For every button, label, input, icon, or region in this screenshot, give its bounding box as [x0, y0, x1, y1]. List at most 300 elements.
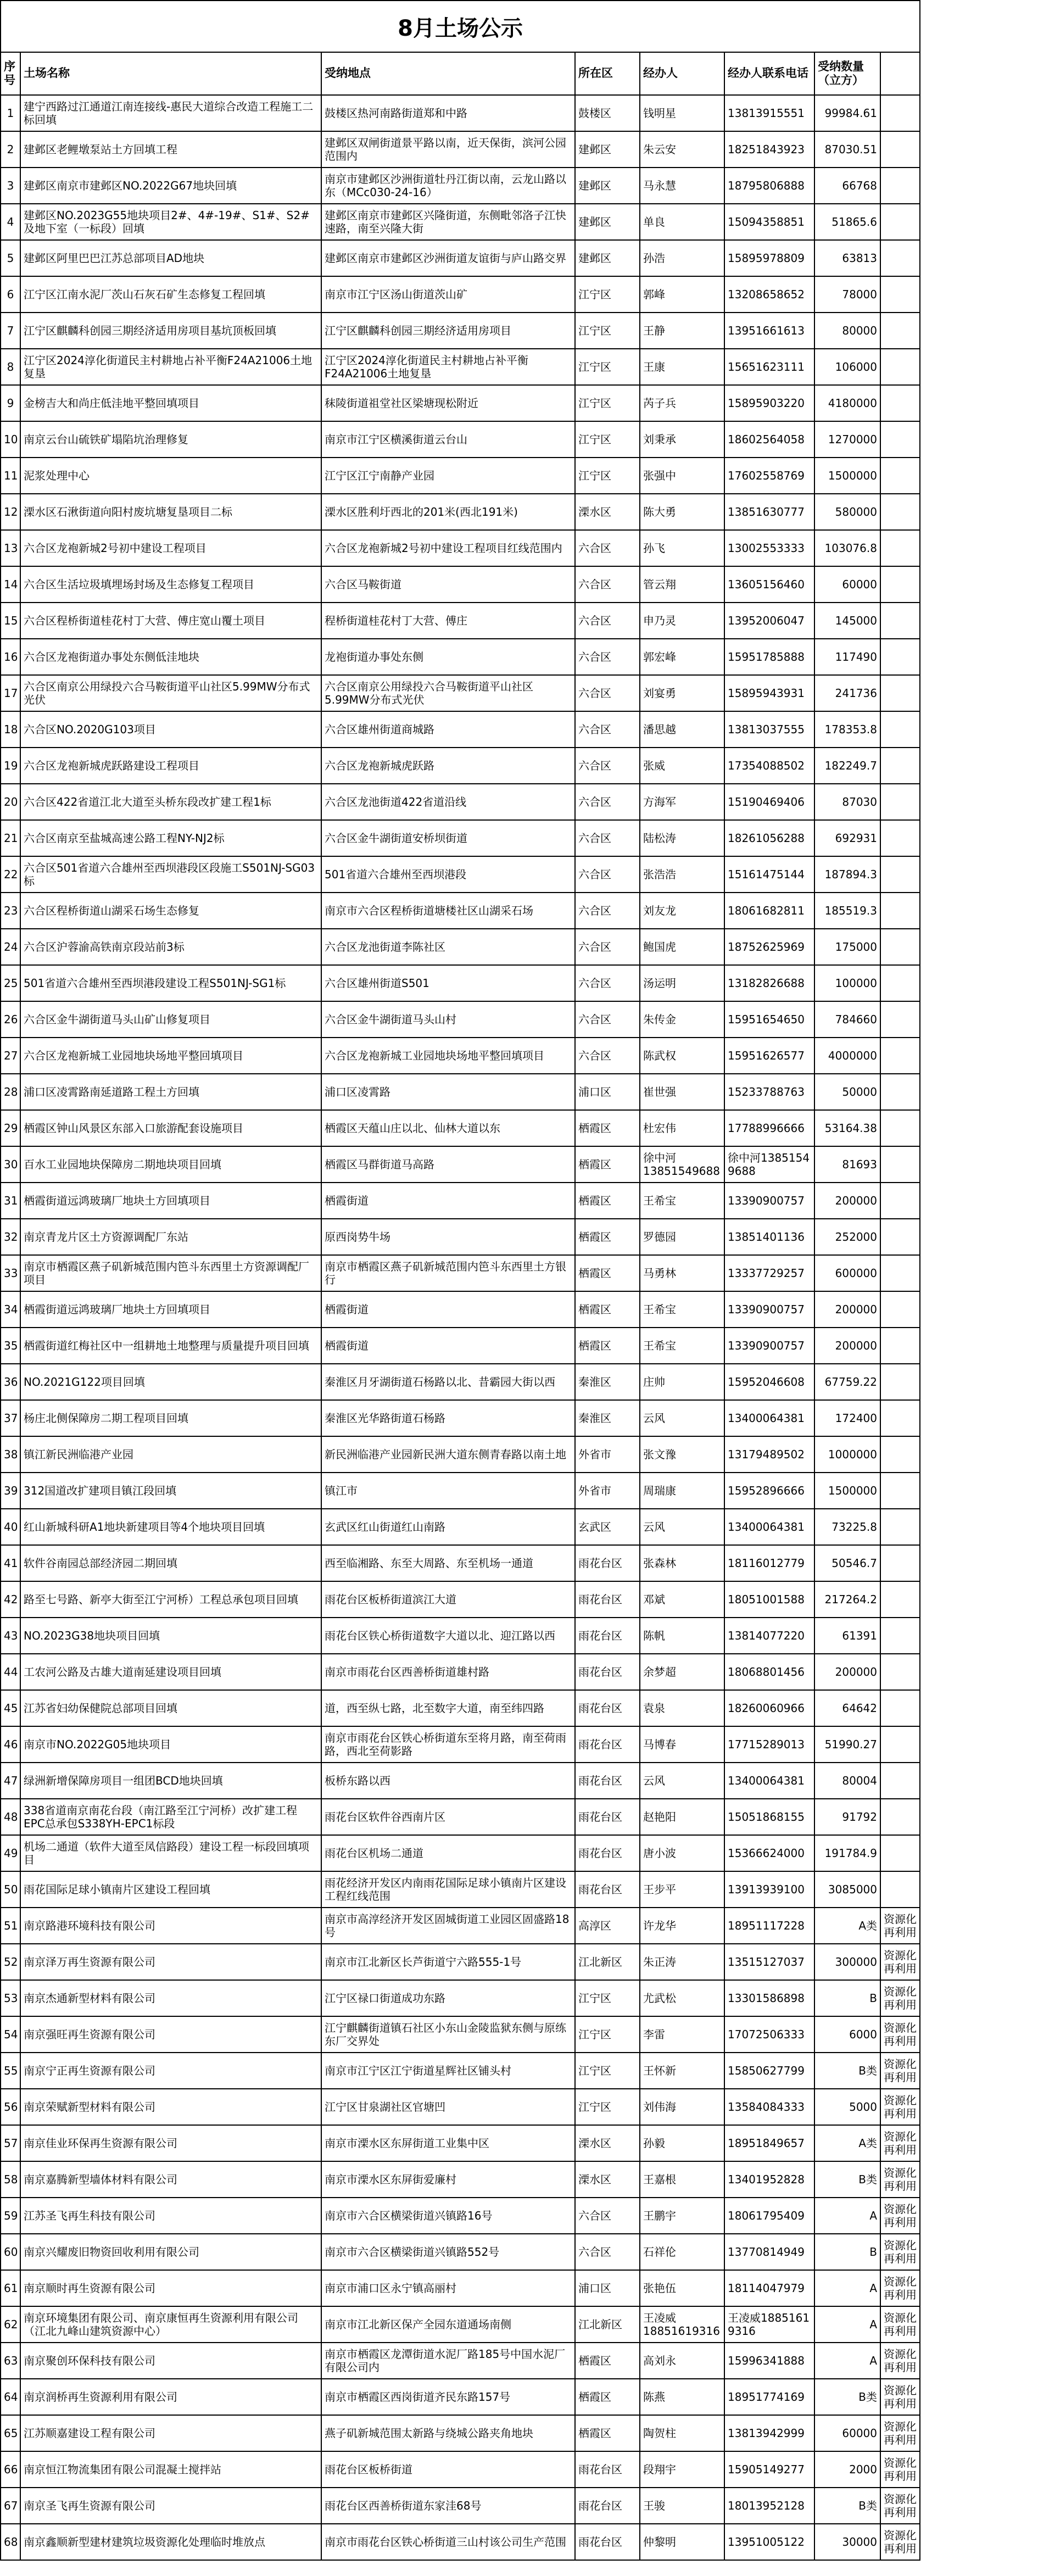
manager: 袁泉: [640, 1690, 724, 1726]
table-row: [1, 820, 920, 856]
table-row: [1, 276, 920, 313]
table-row: [1, 421, 920, 458]
recycling-note: [880, 675, 920, 711]
row-number: 32: [1, 1219, 20, 1255]
quantity: 185519.3: [814, 893, 880, 929]
manager-phone: 13813942999: [724, 2415, 814, 2451]
recycling-note: [880, 893, 920, 929]
manager: 王希宝: [640, 1183, 724, 1219]
quantity: 200000: [814, 1291, 880, 1328]
recycling-note: [880, 204, 920, 240]
district: 秦淮区: [575, 1400, 640, 1436]
quantity: 87030: [814, 784, 880, 820]
destination: 玄武区红山街道红山南路: [321, 1509, 575, 1545]
district: 江宁区: [575, 349, 640, 385]
manager: 朱传金: [640, 1001, 724, 1038]
manager: 郭峰: [640, 276, 724, 313]
table-row: [1, 1908, 920, 1944]
manager: 管云翔: [640, 566, 724, 603]
site-name: 镇江新民洲临港产业园: [20, 1436, 321, 1473]
manager-phone: 18061682811: [724, 893, 814, 929]
row-number: 27: [1, 1038, 20, 1074]
table-row: [1, 2198, 920, 2234]
quantity: 6000: [814, 2016, 880, 2053]
site-name: 南京嘉腾新型墙体材料有限公司: [20, 2161, 321, 2198]
recycling-note: [880, 131, 920, 168]
row-number: 49: [1, 1835, 20, 1871]
table-row: [1, 1255, 920, 1291]
manager-phone: 13182826688: [724, 965, 814, 1001]
manager-phone: 18114047979: [724, 2270, 814, 2306]
row-number: 21: [1, 820, 20, 856]
district: 雨花台区: [575, 2524, 640, 2560]
manager-phone: 13390900757: [724, 1328, 814, 1364]
manager-phone: 13814077220: [724, 1618, 814, 1654]
quantity: 580000: [814, 494, 880, 530]
manager: 云风: [640, 1763, 724, 1799]
recycling-note: [880, 820, 920, 856]
district: 建邺区: [575, 168, 640, 204]
site-name: 建邺区阿里巴巴江苏总部项目AD地块: [20, 240, 321, 276]
quantity: 200000: [814, 1328, 880, 1364]
destination: 六合区雄州街道商城路: [321, 711, 575, 748]
manager: 朱云安: [640, 131, 724, 168]
table-row: [1, 2524, 920, 2560]
row-number: 56: [1, 2089, 20, 2125]
recycling-note: [880, 168, 920, 204]
table-row: [1, 1038, 920, 1074]
row-number: 48: [1, 1799, 20, 1835]
table-row: [1, 204, 920, 240]
row-number: 34: [1, 1291, 20, 1328]
table-row: [1, 1364, 920, 1400]
destination: 南京市江北新区保产全园东道通场南侧: [321, 2306, 575, 2343]
site-name: 六合区龙袍新城2号初中建设工程项目: [20, 530, 321, 566]
site-name: 312国道改扩建项目镇江段回填: [20, 1473, 321, 1509]
row-number: 11: [1, 458, 20, 494]
manager-phone: 18951849657: [724, 2125, 814, 2161]
manager: 钱明星: [640, 95, 724, 131]
recycling-note: [880, 1255, 920, 1291]
recycling-note: 资源化再利用: [880, 2089, 920, 2125]
destination: 六合区金牛湖街道安桥坝街道: [321, 820, 575, 856]
district: 六合区: [575, 1001, 640, 1038]
table-row: [1, 2161, 920, 2198]
manager: 唐小波: [640, 1835, 724, 1871]
row-number: 67: [1, 2488, 20, 2524]
manager-phone: 13813915551: [724, 95, 814, 131]
destination: 南京市溧水区东屏街道工业集中区: [321, 2125, 575, 2161]
district: 六合区: [575, 929, 640, 965]
quantity: A类: [814, 2125, 880, 2161]
recycling-note: 资源化再利用: [880, 2234, 920, 2270]
manager-phone: 13951005122: [724, 2524, 814, 2560]
row-number: 64: [1, 2379, 20, 2415]
site-name: 南京强旺再生资源有限公司: [20, 2016, 321, 2053]
table-row: [1, 566, 920, 603]
recycling-note: 资源化再利用: [880, 2343, 920, 2379]
recycling-note: [880, 1328, 920, 1364]
destination: 新民洲临港产业园新民洲大道东侧青春路以南土地: [321, 1436, 575, 1473]
manager-phone: 15951626577: [724, 1038, 814, 1074]
manager: 赵艳阳: [640, 1799, 724, 1835]
recycling-note: [880, 1436, 920, 1473]
quantity: 103076.8: [814, 530, 880, 566]
destination: 道，西至纵七路，北至数字大道，南至纬四路: [321, 1690, 575, 1726]
header-phone: 经办人联系电话: [724, 52, 814, 95]
site-name: 南京佳业环保再生资源有限公司: [20, 2125, 321, 2161]
destination: 六合区龙袍新城工业园地块场地平整回填项目: [321, 1038, 575, 1074]
site-name: 六合区龙袍新城虎跃路建设工程项目: [20, 748, 321, 784]
site-name: 501省道六合雄州至西坝港段建设工程S501NJ-SG1标: [20, 965, 321, 1001]
site-name: 软件谷南园总部经济园二期回填: [20, 1545, 321, 1581]
row-number: 66: [1, 2451, 20, 2488]
table-row: [1, 2343, 920, 2379]
table-row: [1, 1980, 920, 2016]
row-number: 12: [1, 494, 20, 530]
district: 江宁区: [575, 2089, 640, 2125]
recycling-note: 资源化再利用: [880, 2524, 920, 2560]
manager: 方海军: [640, 784, 724, 820]
recycling-note: [880, 1835, 920, 1871]
quantity: 191784.9: [814, 1835, 880, 1871]
table-row: [1, 1146, 920, 1183]
recycling-note: 资源化再利用: [880, 1980, 920, 2016]
quantity: 178353.8: [814, 711, 880, 748]
site-name: 雨花国际足球小镇南片区建设工程回填: [20, 1871, 321, 1908]
destination: 六合区龙袍新城2号初中建设工程项目红线范围内: [321, 530, 575, 566]
manager-phone: 17788996666: [724, 1110, 814, 1146]
district: 建邺区: [575, 240, 640, 276]
manager: 庄帅: [640, 1364, 724, 1400]
row-number: 8: [1, 349, 20, 385]
manager: 陈大勇: [640, 494, 724, 530]
quantity: 80004: [814, 1763, 880, 1799]
site-name: 六合区程桥街道桂花村丁大营、傅庄宽山覆土项目: [20, 603, 321, 639]
destination: 南京市六合区程桥街道塘楼社区山湖采石场: [321, 893, 575, 929]
district: 江宁区: [575, 313, 640, 349]
row-number: 36: [1, 1364, 20, 1400]
manager-phone: 17354088502: [724, 748, 814, 784]
destination: 秦淮区月牙湖街道石杨路以北、昔霸园大街以西: [321, 1364, 575, 1400]
recycling-note: [880, 1726, 920, 1763]
district: 六合区: [575, 2234, 640, 2270]
row-number: 55: [1, 2053, 20, 2089]
manager: 王凌威18851619316: [640, 2306, 724, 2343]
manager-phone: 15161475144: [724, 856, 814, 893]
district: 六合区: [575, 856, 640, 893]
row-number: 24: [1, 929, 20, 965]
recycling-note: [880, 1545, 920, 1581]
district: 雨花台区: [575, 1618, 640, 1654]
site-name: 建邺区南京市建邺区NO.2022G67地块回填: [20, 168, 321, 204]
recycling-note: [880, 639, 920, 675]
row-number: 43: [1, 1618, 20, 1654]
destination: 浦口区凌霄路: [321, 1074, 575, 1110]
row-number: 29: [1, 1110, 20, 1146]
site-name: 南京路港环境科技有限公司: [20, 1908, 321, 1944]
manager-phone: 18752625969: [724, 929, 814, 965]
recycling-note: [880, 1001, 920, 1038]
table-row: [1, 2488, 920, 2524]
district: 六合区: [575, 711, 640, 748]
table-row: [1, 1110, 920, 1146]
table-row: [1, 2089, 920, 2125]
row-number: 44: [1, 1654, 20, 1690]
header-district: 所在区: [575, 52, 640, 95]
row-number: 4: [1, 204, 20, 240]
manager-phone: 18951117228: [724, 1908, 814, 1944]
manager: 陈帆: [640, 1618, 724, 1654]
manager: 崔世强: [640, 1074, 724, 1110]
manager: 云风: [640, 1509, 724, 1545]
destination: 南京市六合区横梁街道兴镇路16号: [321, 2198, 575, 2234]
manager-phone: 13390900757: [724, 1291, 814, 1328]
row-number: 45: [1, 1690, 20, 1726]
quantity: 60000: [814, 566, 880, 603]
table-row: [1, 1726, 920, 1763]
table-row: [1, 2053, 920, 2089]
manager: 刘友龙: [640, 893, 724, 929]
quantity: 217264.2: [814, 1581, 880, 1618]
quantity: 100000: [814, 965, 880, 1001]
quantity: 64642: [814, 1690, 880, 1726]
row-number: 23: [1, 893, 20, 929]
manager-phone: 15651623111: [724, 349, 814, 385]
table-row: [1, 1001, 920, 1038]
manager-phone: 13851401136: [724, 1219, 814, 1255]
destination: 镇江市: [321, 1473, 575, 1509]
destination: 建邺区南京市建邺区沙洲街道友谊街与庐山路交界: [321, 240, 575, 276]
recycling-note: [880, 1074, 920, 1110]
manager-phone: 13337729257: [724, 1255, 814, 1291]
row-number: 46: [1, 1726, 20, 1763]
quantity: A: [814, 2343, 880, 2379]
district: 江宁区: [575, 276, 640, 313]
quantity: 182249.7: [814, 748, 880, 784]
recycling-note: [880, 313, 920, 349]
row-number: 37: [1, 1400, 20, 1436]
quantity: B类: [814, 2161, 880, 2198]
destination: 龙袍街道办事处东侧: [321, 639, 575, 675]
site-name: 南京顺时再生资源有限公司: [20, 2270, 321, 2306]
table-row: [1, 1328, 920, 1364]
manager-phone: 13515127037: [724, 1944, 814, 1980]
site-name: 建邺区老鲤墩泵站土方回填工程: [20, 131, 321, 168]
table-row: [1, 1545, 920, 1581]
district: 雨花台区: [575, 1726, 640, 1763]
quantity: 187894.3: [814, 856, 880, 893]
site-name: 机场二通道（软件大道至凤信路段）建设工程一标段回填项目: [20, 1835, 321, 1871]
quantity: 145000: [814, 603, 880, 639]
site-name: 江宁区江南水泥厂茨山石灰石矿生态修复工程回填: [20, 276, 321, 313]
header-site: 土场名称: [20, 52, 321, 95]
quantity: 60000: [814, 2415, 880, 2451]
manager-phone: 17602558769: [724, 458, 814, 494]
row-number: 57: [1, 2125, 20, 2161]
quantity: 81693: [814, 1146, 880, 1183]
manager: 周瑞康: [640, 1473, 724, 1509]
site-name: 六合区龙袍街道办事处东侧低洼地块: [20, 639, 321, 675]
manager: 张文豫: [640, 1436, 724, 1473]
manager-phone: 17715289013: [724, 1726, 814, 1763]
manager-phone: 15850627799: [724, 2053, 814, 2089]
destination: 南京市雨花台区铁心桥街道东至将月路，南至荷雨路，西北至荷影路: [321, 1726, 575, 1763]
manager-phone: 18061795409: [724, 2198, 814, 2234]
recycling-note: [880, 1364, 920, 1400]
table-row: [1, 240, 920, 276]
manager-phone: 17072506333: [724, 2016, 814, 2053]
site-name: 六合区501省道六合雄州至西坝港段区段施工S501NJ-SG03标: [20, 856, 321, 893]
destination: 江宁区江宁南静产业园: [321, 458, 575, 494]
table-row: [1, 1835, 920, 1871]
site-name: 建邺区NO.2023G55地块项目2#、4#-19#、S1#、S2#及地下室（一标段）回填: [20, 204, 321, 240]
quantity: B: [814, 1980, 880, 2016]
quantity: 200000: [814, 1183, 880, 1219]
recycling-note: 资源化再利用: [880, 2415, 920, 2451]
district: 六合区: [575, 639, 640, 675]
district: 六合区: [575, 1038, 640, 1074]
table-row: [1, 313, 920, 349]
site-name: 南京市栖霞区燕子矶新城范围内笆斗东西里土方资源调配厂项目: [20, 1255, 321, 1291]
site-name: 绿洲新增保障房项目一组团BCD地块回填: [20, 1763, 321, 1799]
district: 栖霞区: [575, 2343, 640, 2379]
manager: 马博春: [640, 1726, 724, 1763]
row-number: 50: [1, 1871, 20, 1908]
manager-phone: 13952006047: [724, 603, 814, 639]
table-row: [1, 131, 920, 168]
destination: 栖霞区天蕴山庄以北、仙林大道以东: [321, 1110, 575, 1146]
header-extra: [880, 52, 920, 95]
recycling-note: [880, 385, 920, 421]
district: 江宁区: [575, 385, 640, 421]
recycling-note: [880, 349, 920, 385]
district: 溧水区: [575, 494, 640, 530]
recycling-note: [880, 711, 920, 748]
destination: 雨花台区板桥街道: [321, 2451, 575, 2488]
district: 栖霞区: [575, 2415, 640, 2451]
recycling-note: [880, 1473, 920, 1509]
manager-phone: 18261056288: [724, 820, 814, 856]
site-name: 南京润桥再生资源利用有限公司: [20, 2379, 321, 2415]
manager: 张森林: [640, 1545, 724, 1581]
row-number: 6: [1, 276, 20, 313]
manager-phone: 13390900757: [724, 1183, 814, 1219]
district: 高淳区: [575, 1908, 640, 1944]
destination: 雨花台区软件谷西南片区: [321, 1799, 575, 1835]
manager-phone: 徐中河13851549688: [724, 1146, 814, 1183]
site-name: 栖霞区钟山风景区东部入口旅游配套设施项目: [20, 1110, 321, 1146]
manager-phone: 18951774169: [724, 2379, 814, 2415]
district: 鼓楼区: [575, 95, 640, 131]
row-number: 42: [1, 1581, 20, 1618]
row-number: 59: [1, 2198, 20, 2234]
manager-phone: 15051868155: [724, 1799, 814, 1835]
recycling-note: [880, 494, 920, 530]
recycling-note: 资源化再利用: [880, 1908, 920, 1944]
quantity: 692931: [814, 820, 880, 856]
quantity: 99984.61: [814, 95, 880, 131]
district: 江宁区: [575, 421, 640, 458]
quantity: 241736: [814, 675, 880, 711]
recycling-note: [880, 240, 920, 276]
manager: 王鹏宇: [640, 2198, 724, 2234]
manager-phone: 18051001588: [724, 1581, 814, 1618]
district: 浦口区: [575, 1074, 640, 1110]
site-name: 江苏顺嘉建设工程有限公司: [20, 2415, 321, 2451]
recycling-note: [880, 1799, 920, 1835]
destination: 六合区雄州街道S501: [321, 965, 575, 1001]
destination: 溧水区胜利圩西北的201米(西北191米): [321, 494, 575, 530]
site-name: 江宁区2024淳化街道民主村耕地占补平衡F24A21006土地复垦: [20, 349, 321, 385]
destination: 六合区南京公用绿投六合马鞍街道平山社区5.99MW分布式光伏: [321, 675, 575, 711]
table-body: [1, 95, 920, 2560]
quantity: 87030.51: [814, 131, 880, 168]
district: 雨花台区: [575, 1835, 640, 1871]
destination: 江宁区禄口街道成功东路: [321, 1980, 575, 2016]
district: 六合区: [575, 893, 640, 929]
district: 六合区: [575, 820, 640, 856]
table-row: [1, 603, 920, 639]
row-number: 9: [1, 385, 20, 421]
district: 栖霞区: [575, 1110, 640, 1146]
district: 秦淮区: [575, 1364, 640, 1400]
manager: 芮子兵: [640, 385, 724, 421]
recycling-note: [880, 856, 920, 893]
site-name: 338省道南京南花台段（南江路至江宁河桥）改扩建工程EPC总承包S338YH-EPC1标段: [20, 1799, 321, 1835]
recycling-note: 资源化再利用: [880, 2161, 920, 2198]
destination: 程桥街道桂花村丁大营、傅庄: [321, 603, 575, 639]
row-number: 16: [1, 639, 20, 675]
quantity: B类: [814, 2053, 880, 2089]
quantity: B类: [814, 2379, 880, 2415]
manager: 陶贺柱: [640, 2415, 724, 2451]
recycling-note: 资源化再利用: [880, 2306, 920, 2343]
table-row: [1, 711, 920, 748]
manager-phone: 13605156460: [724, 566, 814, 603]
row-number: 40: [1, 1509, 20, 1545]
quantity: 784660: [814, 1001, 880, 1038]
destination: 西至临湘路、东至大周路、东至机场一通道: [321, 1545, 575, 1581]
destination: 南京市江北新区长芦街道宁六路555-1号: [321, 1944, 575, 1980]
row-number: 63: [1, 2343, 20, 2379]
recycling-note: [880, 965, 920, 1001]
quantity: 80000: [814, 313, 880, 349]
recycling-note: [880, 1291, 920, 1328]
quantity: 1500000: [814, 1473, 880, 1509]
site-name: 南京市NO.2022G05地块项目: [20, 1726, 321, 1763]
manager-phone: 15366624000: [724, 1835, 814, 1871]
row-number: 20: [1, 784, 20, 820]
site-name: 江宁区麒麟科创园三期经济适用房项目基坑顶板回填: [20, 313, 321, 349]
table-row: [1, 1944, 920, 1980]
table-row: [1, 1618, 920, 1654]
row-number: 1: [1, 95, 20, 131]
table-row: [1, 1509, 920, 1545]
destination: 江宁区2024淳化街道民主村耕地占补平衡F24A21006土地复垦: [321, 349, 575, 385]
manager-phone: 18116012779: [724, 1545, 814, 1581]
row-number: 61: [1, 2270, 20, 2306]
recycling-note: [880, 1654, 920, 1690]
site-name: 建宁西路过江通道江南连接线-惠民大道综合改造工程施工二标回填: [20, 95, 321, 131]
recycling-note: [880, 1690, 920, 1726]
table-row: [1, 95, 920, 131]
row-number: 65: [1, 2415, 20, 2451]
manager: 徐中河13851549688: [640, 1146, 724, 1183]
row-number: 7: [1, 313, 20, 349]
table-row: [1, 1183, 920, 1219]
table-title: 8月土场公示: [1, 1, 920, 52]
